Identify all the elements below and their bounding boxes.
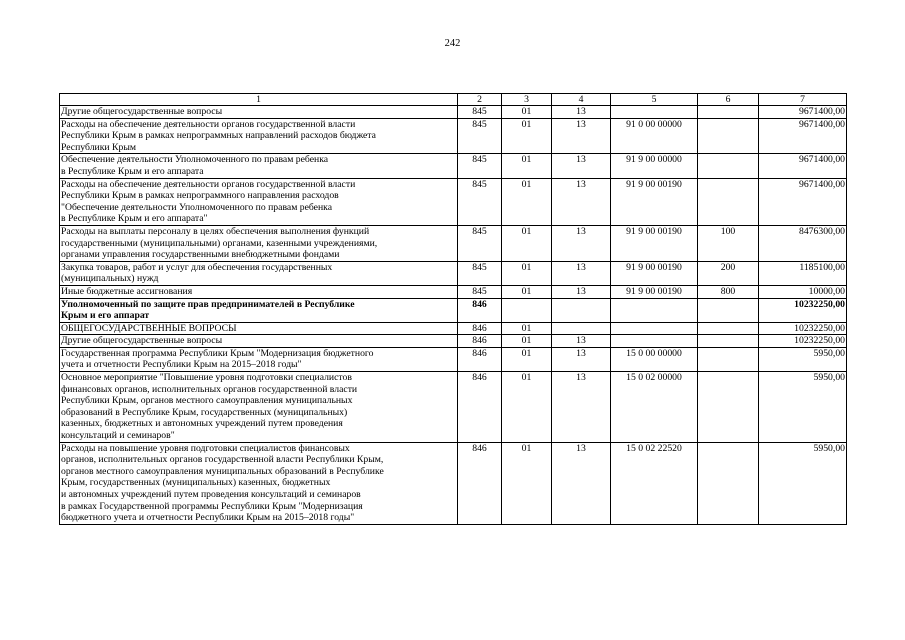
amount: 5950,00	[759, 372, 847, 443]
description-line: учета и отчетности Республики Крым на 2015–2018 годы"	[61, 359, 302, 371]
description-line: "Обеспечение деятельности Уполномоченного по правам ребенка	[61, 201, 333, 213]
table-row	[60, 298, 847, 322]
description-line: Другие общегосударственные вопросы	[61, 335, 223, 347]
description-line: Республики Крым, органов местного самоуправления муниципальных	[61, 395, 353, 407]
expense-type-code: 200	[698, 261, 759, 285]
column-header: 4	[552, 94, 611, 106]
description-line: Расходы на выплаты персоналу в целях обеспечения выполнения функций	[61, 225, 370, 237]
expense-type-code	[698, 106, 759, 119]
description-line: Основное мероприятие "Повышение уровня подготовки специалистов	[61, 372, 352, 384]
table-row	[60, 372, 847, 443]
section-code: 01	[502, 335, 552, 348]
row-description	[60, 335, 458, 348]
target-article-code	[611, 322, 698, 335]
row-description	[60, 178, 458, 225]
description-line: Республики Крым	[61, 141, 136, 153]
subsection-code: 13	[552, 347, 611, 371]
table-row	[60, 261, 847, 285]
subsection-code: 13	[552, 285, 611, 298]
target-article-code: 15 0 02 00000	[611, 372, 698, 443]
amount: 8476300,00	[759, 225, 847, 261]
chapter-code: 845	[458, 178, 502, 225]
section-code: 01	[502, 442, 552, 524]
chapter-code: 845	[458, 225, 502, 261]
description-line: Государственная программа Республики Крым "Модернизация бюджетного	[61, 347, 374, 359]
table-header-row	[60, 94, 847, 106]
description-line: Республики Крым в рамках непрограммных направлений расходов бюджета	[61, 130, 376, 142]
subsection-code: 13	[552, 178, 611, 225]
table-row	[60, 285, 847, 298]
chapter-code: 845	[458, 118, 502, 154]
table-row	[60, 322, 847, 335]
target-article-code: 91 9 00 00000	[611, 154, 698, 178]
target-article-code: 91 0 00 00000	[611, 118, 698, 154]
description-line: Крым, государственных (муниципальных) казенных, бюджетных	[61, 477, 331, 489]
subsection-code	[552, 322, 611, 335]
table-row	[60, 335, 847, 348]
table-row	[60, 118, 847, 154]
target-article-code: 91 9 00 00190	[611, 225, 698, 261]
description-line: Уполномоченный по защите прав предпринимателей в Республике	[61, 298, 355, 310]
row-description	[60, 442, 458, 524]
chapter-code: 846	[458, 322, 502, 335]
expense-type-code: 800	[698, 285, 759, 298]
description-line: финансовых органов, исполнительных органов государственной власти	[61, 383, 358, 395]
description-line: органами управления государственными внебюджетными фондами	[61, 249, 340, 261]
description-line: образований в Республике Крым, государственных (муниципальных)	[61, 406, 348, 418]
row-description	[60, 261, 458, 285]
description-line: казенных, бюджетных и автономных учреждений путем проведения	[61, 418, 343, 430]
description-line: Расходы на обеспечение деятельности органов государственной власти	[61, 118, 356, 130]
chapter-code: 846	[458, 298, 502, 322]
target-article-code: 91 9 00 00190	[611, 285, 698, 298]
section-code: 01	[502, 347, 552, 371]
column-header: 3	[502, 94, 552, 106]
subsection-code: 13	[552, 335, 611, 348]
description-line: Другие общегосударственные вопросы	[61, 106, 223, 117]
chapter-code: 845	[458, 285, 502, 298]
description-line: государственными (муниципальными) органами, казенными учреждениями,	[61, 237, 378, 249]
column-header: 6	[698, 94, 759, 106]
description-line: консультаций и семинаров"	[61, 430, 175, 442]
subsection-code: 13	[552, 225, 611, 261]
section-code: 01	[502, 285, 552, 298]
description-line: органов, исполнительных органов государственной власти Республики Крым,	[61, 454, 384, 466]
description-line: в рамках Государственной программы Республики Крым "Модернизация	[61, 500, 363, 512]
table-row	[60, 154, 847, 178]
target-article-code: 15 0 00 00000	[611, 347, 698, 371]
description-line: органов местного самоуправления муниципальных образований в Республике	[61, 465, 384, 477]
amount: 9671400,00	[759, 154, 847, 178]
budget-table	[59, 93, 847, 525]
expense-type-code	[698, 154, 759, 178]
target-article-code: 91 9 00 00190	[611, 261, 698, 285]
description-line: Иные бюджетные ассигнования	[61, 285, 193, 297]
amount: 5950,00	[759, 347, 847, 371]
target-article-code: 91 9 00 00190	[611, 178, 698, 225]
column-header: 1	[60, 94, 458, 106]
expense-type-code	[698, 298, 759, 322]
description-line: Расходы на обеспечение деятельности органов государственной власти	[61, 178, 356, 190]
page-number: 242	[444, 38, 461, 49]
target-article-code	[611, 335, 698, 348]
amount: 10232250,00	[759, 298, 847, 322]
column-header: 7	[759, 94, 847, 106]
amount: 9671400,00	[759, 118, 847, 154]
amount: 5950,00	[759, 442, 847, 524]
row-description	[60, 106, 458, 119]
target-article-code	[611, 298, 698, 322]
description-line: бюджетного учета и отчетности Республики Крым на 2015–2018 годы"	[61, 512, 355, 524]
description-line: Обеспечение деятельности Уполномоченного по правам ребенка	[61, 154, 329, 166]
table-row	[60, 178, 847, 225]
section-code: 01	[502, 118, 552, 154]
table-row	[60, 106, 847, 119]
section-code: 01	[502, 372, 552, 443]
expense-type-code	[698, 442, 759, 524]
description-line: Закупка товаров, работ и услуг для обеспечения государственных	[61, 261, 333, 273]
section-code: 01	[502, 106, 552, 119]
section-code	[502, 298, 552, 322]
expense-type-code	[698, 322, 759, 335]
subsection-code	[552, 298, 611, 322]
amount: 9671400,00	[759, 106, 847, 119]
row-description	[60, 118, 458, 154]
description-line: Республики Крым в рамках непрограммного направления расходов	[61, 190, 339, 202]
row-description	[60, 372, 458, 443]
row-description	[60, 298, 458, 322]
section-code: 01	[502, 225, 552, 261]
expense-type-code: 100	[698, 225, 759, 261]
subsection-code: 13	[552, 106, 611, 119]
expense-type-code	[698, 118, 759, 154]
subsection-code: 13	[552, 261, 611, 285]
description-line: (муниципальных) нужд	[61, 273, 159, 285]
section-code: 01	[502, 261, 552, 285]
chapter-code: 846	[458, 335, 502, 348]
row-description	[60, 347, 458, 371]
chapter-code: 846	[458, 442, 502, 524]
table-row	[60, 347, 847, 371]
description-line: Расходы на повышение уровня подготовки специалистов финансовых	[61, 442, 350, 454]
section-code: 01	[502, 178, 552, 225]
target-article-code	[611, 106, 698, 119]
amount: 10000,00	[759, 285, 847, 298]
subsection-code: 13	[552, 118, 611, 154]
table-row	[60, 225, 847, 261]
amount: 9671400,00	[759, 178, 847, 225]
description-line: и автономных учреждений путем проведения консультаций и семинаров	[61, 489, 361, 500]
chapter-code: 845	[458, 106, 502, 119]
description-line: в Республике Крым и его аппарата"	[61, 213, 208, 225]
table-row	[60, 442, 847, 524]
chapter-code: 845	[458, 154, 502, 178]
description-line: в Республике Крым и его аппарата	[61, 165, 204, 177]
amount: 10232250,00	[759, 322, 847, 335]
chapter-code: 846	[458, 347, 502, 371]
expense-type-code	[698, 335, 759, 348]
chapter-code: 846	[458, 372, 502, 443]
row-description	[60, 285, 458, 298]
expense-type-code	[698, 178, 759, 225]
section-code: 01	[502, 154, 552, 178]
column-header: 2	[458, 94, 502, 106]
row-description	[60, 225, 458, 261]
amount: 1185100,00	[759, 261, 847, 285]
description-line: Крым и его аппарат	[61, 310, 150, 322]
amount: 10232250,00	[759, 335, 847, 348]
subsection-code: 13	[552, 442, 611, 524]
description-line: ОБЩЕГОСУДАРСТВЕННЫЕ ВОПРОСЫ	[61, 322, 237, 334]
row-description	[60, 154, 458, 178]
expense-type-code	[698, 347, 759, 371]
subsection-code: 13	[552, 372, 611, 443]
chapter-code: 845	[458, 261, 502, 285]
expense-type-code	[698, 372, 759, 443]
section-code: 01	[502, 322, 552, 335]
subsection-code: 13	[552, 154, 611, 178]
column-header: 5	[611, 94, 698, 106]
row-description	[60, 322, 458, 335]
target-article-code: 15 0 02 22520	[611, 442, 698, 524]
